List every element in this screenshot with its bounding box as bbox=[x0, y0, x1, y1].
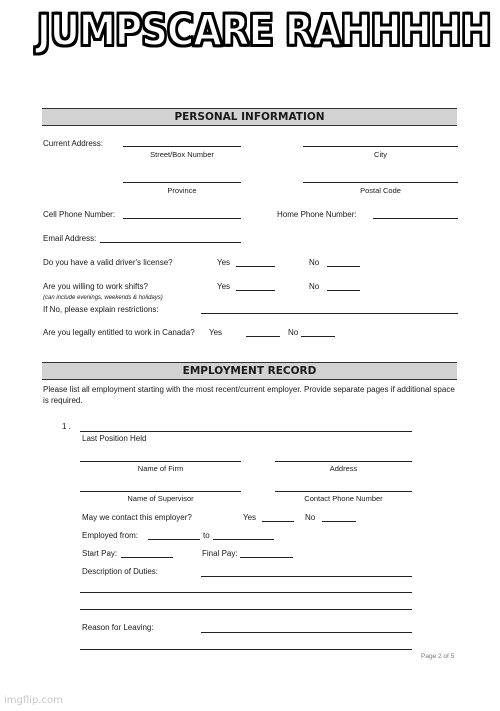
meme-caption-area bbox=[0, 0, 500, 62]
page-number: Page 2 of 5 bbox=[421, 653, 455, 660]
explain-line[interactable] bbox=[201, 313, 458, 314]
shifts-note: (can include evenings, weekends & holidays) bbox=[43, 295, 163, 301]
employed-to-label: to bbox=[203, 531, 210, 540]
last-position-label: Last Position Held bbox=[82, 434, 147, 443]
canada-question: Are you legally entitled to work in Canada? bbox=[43, 328, 195, 337]
employer-number: 1 . bbox=[62, 422, 71, 431]
imgflip-watermark: imgflip.com bbox=[4, 695, 63, 706]
contact-yes-label: Yes bbox=[243, 513, 257, 522]
canada-yes-line[interactable] bbox=[246, 336, 280, 337]
contact-no-line[interactable] bbox=[322, 521, 356, 522]
license-yes-label: Yes bbox=[217, 258, 231, 267]
city-caption: City bbox=[374, 150, 387, 159]
canada-yes-label: Yes bbox=[209, 328, 223, 337]
street-caption: Street/Box Number bbox=[150, 150, 214, 159]
license-no-line[interactable] bbox=[327, 266, 360, 267]
supervisor-line[interactable] bbox=[80, 491, 241, 492]
current-address-label: Current Address: bbox=[43, 139, 104, 148]
province-caption: Province bbox=[167, 186, 197, 195]
contact-phone-line[interactable] bbox=[275, 491, 412, 492]
duties-label: Description of Duties: bbox=[82, 567, 159, 576]
contact-question: May we contact this employer? bbox=[82, 513, 192, 522]
reason-line-2[interactable] bbox=[80, 649, 412, 650]
city-line[interactable] bbox=[303, 146, 458, 147]
contact-phone-caption: Contact Phone Number bbox=[304, 494, 383, 503]
employed-from-line[interactable] bbox=[148, 539, 200, 540]
contact-yes-line[interactable] bbox=[262, 521, 294, 522]
start-pay-line[interactable] bbox=[121, 557, 173, 558]
personal-info-header: PERSONAL INFORMATION bbox=[42, 108, 457, 126]
cell-phone-label: Cell Phone Number: bbox=[43, 210, 116, 219]
employment-record-header: EMPLOYMENT RECORD bbox=[42, 362, 457, 380]
shifts-no-label: No bbox=[309, 282, 320, 291]
canada-no-line[interactable] bbox=[301, 336, 335, 337]
duties-line-1[interactable] bbox=[201, 576, 412, 577]
email-line[interactable] bbox=[100, 242, 241, 243]
final-pay-line[interactable] bbox=[240, 557, 293, 558]
shifts-no-line[interactable] bbox=[327, 290, 360, 291]
email-label: Email Address: bbox=[43, 234, 97, 243]
employed-to-line[interactable] bbox=[213, 539, 274, 540]
license-question: Do you have a valid driver's license? bbox=[43, 258, 173, 267]
supervisor-caption: Name of Supervisor bbox=[127, 494, 194, 503]
final-pay-label: Final Pay: bbox=[202, 549, 238, 558]
reason-line-1[interactable] bbox=[201, 632, 412, 633]
shifts-question: Are you willing to work shifts? bbox=[43, 282, 148, 291]
employed-from-label: Employed from: bbox=[82, 531, 139, 540]
explain-label: If No, please explain restrictions: bbox=[43, 305, 159, 314]
home-phone-line[interactable] bbox=[373, 218, 458, 219]
address-line[interactable] bbox=[275, 461, 412, 462]
license-no-label: No bbox=[309, 258, 320, 267]
license-yes-line[interactable] bbox=[236, 266, 275, 267]
shifts-yes-label: Yes bbox=[217, 282, 231, 291]
firm-caption: Name of Firm bbox=[137, 464, 184, 473]
last-position-line[interactable] bbox=[80, 431, 412, 432]
postal-caption: Postal Code bbox=[360, 186, 401, 195]
employment-instructions: Please list all employment starting with the most recent/current employer. Provide separate pages if additional space is required. bbox=[43, 385, 455, 405]
cell-phone-line[interactable] bbox=[123, 218, 241, 219]
postal-line[interactable] bbox=[303, 182, 458, 183]
home-phone-label: Home Phone Number: bbox=[277, 210, 357, 219]
province-line[interactable] bbox=[123, 182, 241, 183]
canada-no-label: No bbox=[288, 328, 299, 337]
shifts-yes-line[interactable] bbox=[236, 290, 275, 291]
contact-no-label: No bbox=[305, 513, 316, 522]
reason-label: Reason for Leaving: bbox=[82, 623, 154, 632]
form-page bbox=[0, 62, 500, 711]
meme-caption: JUMPSCARE RAHHHHH bbox=[36, 6, 491, 56]
address-caption: Address bbox=[329, 464, 358, 473]
duties-line-3[interactable] bbox=[80, 609, 412, 610]
street-line[interactable] bbox=[123, 146, 241, 147]
duties-line-2[interactable] bbox=[80, 592, 412, 593]
firm-line[interactable] bbox=[80, 461, 241, 462]
start-pay-label: Start Pay: bbox=[82, 549, 118, 558]
